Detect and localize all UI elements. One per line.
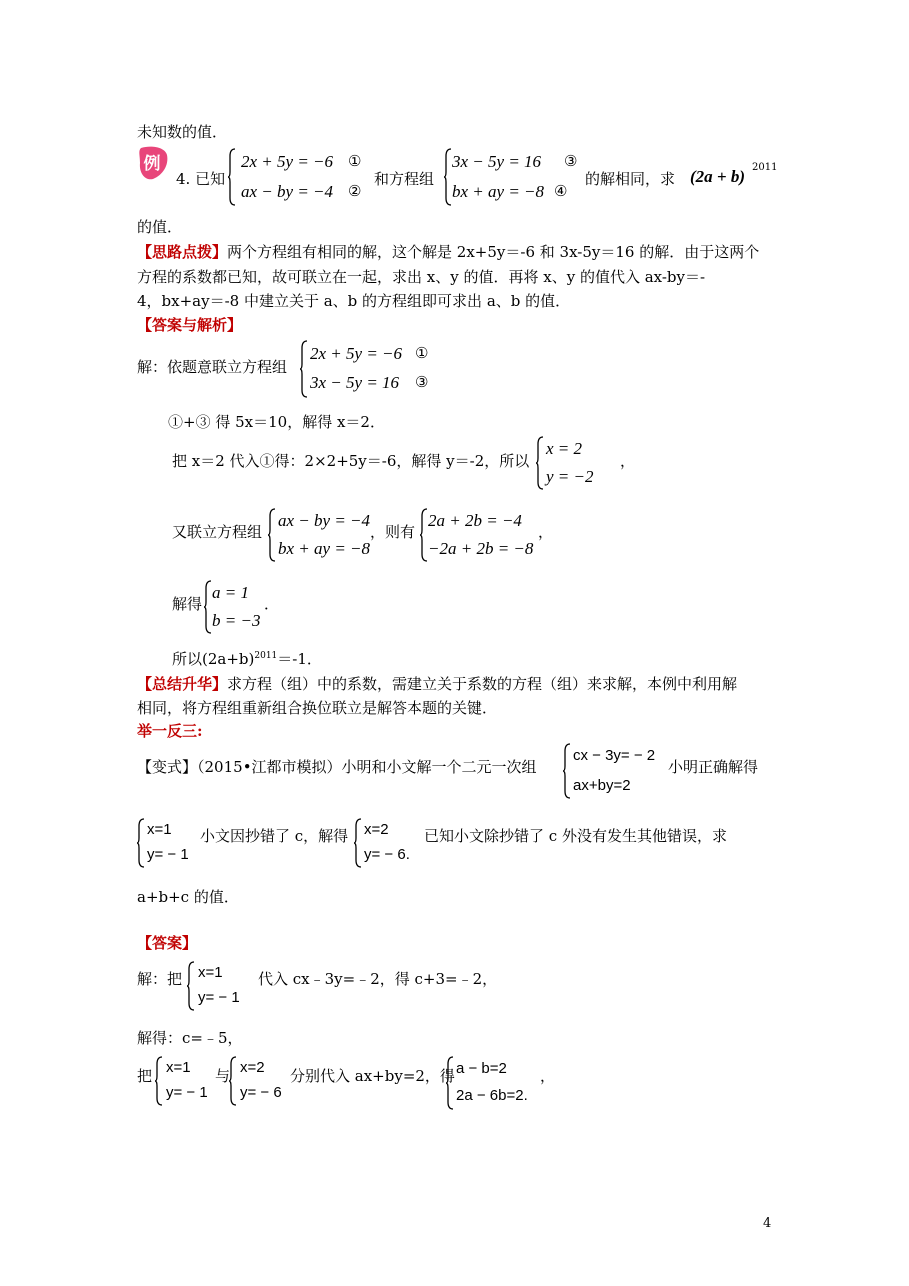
solution-step-5-prefix: 解得 — [172, 595, 203, 613]
practice-heading: 举一反三: — [137, 722, 203, 740]
page-number: 4 — [763, 1216, 772, 1231]
answer-step-3-suffix: ， — [540, 1067, 556, 1085]
example-mid: 和方程组 — [374, 170, 435, 188]
answer-system-4 — [446, 1056, 536, 1110]
example-badge-char: 例 — [143, 154, 161, 174]
equation: ax − by = −4 — [278, 511, 371, 530]
answer-step-2: 解得：c=﹣5， — [137, 1029, 243, 1047]
solution-step-4-prefix: 又联立方程组 — [172, 523, 263, 541]
brace-icon — [137, 818, 145, 868]
equation: y= − 1 — [166, 1084, 208, 1101]
equation: x=2 — [364, 821, 389, 838]
equation-marker: ① — [415, 344, 429, 362]
equation: x = 2 — [546, 439, 583, 458]
answer-system-3 — [229, 1056, 289, 1106]
equation: 2a − 6b=2. — [456, 1087, 528, 1104]
equation: ax − by = −4 — [241, 182, 334, 201]
answer-label: 【答案】 — [137, 934, 198, 952]
equation: a − b=2 — [456, 1060, 507, 1077]
equation: x=1 — [198, 964, 223, 981]
equation-marker: ④ — [554, 182, 568, 200]
example-exponent: 2011 — [752, 162, 778, 173]
equation: y= − 6. — [364, 846, 410, 863]
variant-text-1: （2015•江都市模拟）小明和小文解一个二元一次组 — [197, 758, 537, 776]
solution-system-1 — [300, 340, 450, 398]
equation-marker: ① — [348, 152, 362, 170]
answer-analysis-label: 【答案与解析】 — [137, 316, 243, 334]
brace-icon — [155, 1056, 163, 1106]
variant-solution-1 — [137, 818, 197, 868]
answer-step-1-suffix: 代入 cx﹣3y=﹣2，得 c+3=﹣2， — [258, 970, 498, 988]
equation: bx + ay = −8 — [278, 539, 371, 558]
answer-step-3-prefix: 把 — [137, 1067, 153, 1085]
solution-system-3 — [268, 508, 378, 562]
hint-label: 【思路点拨】 — [137, 243, 228, 261]
brace-icon — [563, 743, 571, 799]
equation: 2x + 5y = −6 — [241, 152, 334, 171]
brace-icon — [444, 148, 452, 206]
answer-step-3-mid: 与 — [215, 1067, 231, 1085]
variant-solution-2 — [354, 818, 414, 868]
solution-system-5 — [204, 580, 264, 634]
brace-icon — [420, 508, 428, 562]
variant-text-3: 小文因抄错了 c，解得 — [200, 827, 349, 845]
brace-icon — [204, 580, 212, 634]
summary-line-2: 相同，将方程组重新组合换位联立是解答本题的关键． — [137, 699, 498, 717]
variant-text-2: 小明正确解得 — [668, 758, 759, 776]
brace-icon — [300, 340, 308, 398]
solution-step-6: 所以(2a+b) — [172, 650, 255, 668]
solution-step-1-prefix: 解：依题意联立方程组 — [137, 358, 288, 376]
example-tail: 的值． — [137, 218, 183, 236]
equation: ax+by=2 — [573, 777, 631, 794]
answer-system-1 — [187, 961, 247, 1011]
equation: b = −3 — [212, 611, 261, 630]
solution-step-4-mid: ，则有 — [370, 523, 416, 541]
example-target: (2a + b) — [690, 167, 746, 186]
brace-icon — [268, 508, 276, 562]
solution-system-2 — [536, 436, 606, 490]
variant-system — [563, 743, 673, 799]
equation: y = −2 — [546, 467, 594, 486]
answer-system-2 — [155, 1056, 215, 1106]
equation: x=1 — [166, 1059, 191, 1076]
intro-text: 未知数的值． — [137, 123, 228, 141]
equation-marker: ③ — [564, 152, 578, 170]
equation: a = 1 — [212, 583, 249, 602]
answer-step-1-prefix: 解：把 — [137, 970, 183, 988]
brace-icon — [354, 818, 362, 868]
solution-step-3-suffix: ， — [620, 452, 636, 470]
solution-step-4-suffix: ， — [538, 523, 554, 541]
equation: 3x − 5y = 16 — [310, 373, 400, 392]
equation: y= − 1 — [198, 989, 240, 1006]
example-system-1 — [228, 148, 368, 206]
equation: x=2 — [240, 1059, 265, 1076]
equation: 2a + 2b = −4 — [428, 511, 522, 530]
variant-text-4: 已知小文除抄错了 c 外没有发生其他错误，求 — [424, 827, 727, 845]
brace-icon — [187, 961, 195, 1011]
solution-step-2: ①+③ 得 5x＝10，解得 x＝2． — [168, 413, 385, 431]
hint-line-1: 两个方程组有相同的解，这个解是 2x+5y＝-6 和 3x-5y＝16 的解．由于这两个 — [227, 243, 760, 261]
equation: y= − 6 — [240, 1084, 282, 1101]
example-system-2 — [444, 148, 584, 206]
equation-marker: ② — [348, 182, 362, 200]
equation: 2x + 5y = −6 — [310, 344, 403, 363]
brace-icon — [228, 148, 236, 206]
answer-step-3-mid-2: 分别代入 ax+by=2，得 — [290, 1067, 455, 1085]
equation: 3x − 5y = 16 — [452, 152, 542, 171]
equation-marker: ③ — [415, 373, 429, 391]
summary-label: 【总结升华】 — [137, 675, 228, 693]
brace-icon — [536, 436, 544, 490]
example-suffix: 的解相同，求 — [585, 170, 676, 188]
hint-line-3: 4，bx+ay＝-8 中建立关于 a、b 的方程组即可求出 a、b 的值． — [137, 292, 571, 310]
solution-system-4 — [420, 508, 540, 562]
example-badge-icon — [137, 145, 169, 181]
brace-icon — [229, 1056, 237, 1106]
brace-icon — [446, 1056, 454, 1110]
equation: cx − 3y= − 2 — [573, 747, 656, 764]
example-prefix: 4. 已知 — [176, 170, 226, 188]
hint-line-2: 方程的系数都已知，故可联立在一起，求出 x、y 的值．再将 x、y 的值代入 ax-by＝- — [137, 268, 706, 286]
solution-step-5-suffix: ． — [264, 595, 280, 613]
variant-label: 【变式】 — [137, 758, 198, 776]
solution-step-6-exponent: 2011 — [254, 651, 278, 661]
equation: x=1 — [147, 821, 172, 838]
equation: y= − 1 — [147, 846, 189, 863]
summary-line-1: 求方程（组）中的系数，需建立关于系数的方程（组）来求解，本例中利用解 — [227, 675, 738, 693]
solution-step-3-prefix: 把 x＝2 代入①得：2×2+5y＝-6，解得 y＝-2，所以 — [172, 452, 530, 470]
variant-text-5: a+b+c 的值． — [137, 888, 239, 906]
equation: −2a + 2b = −8 — [428, 539, 534, 558]
equation: bx + ay = −8 — [452, 182, 545, 201]
solution-step-6-tail: ＝-1． — [277, 650, 322, 668]
